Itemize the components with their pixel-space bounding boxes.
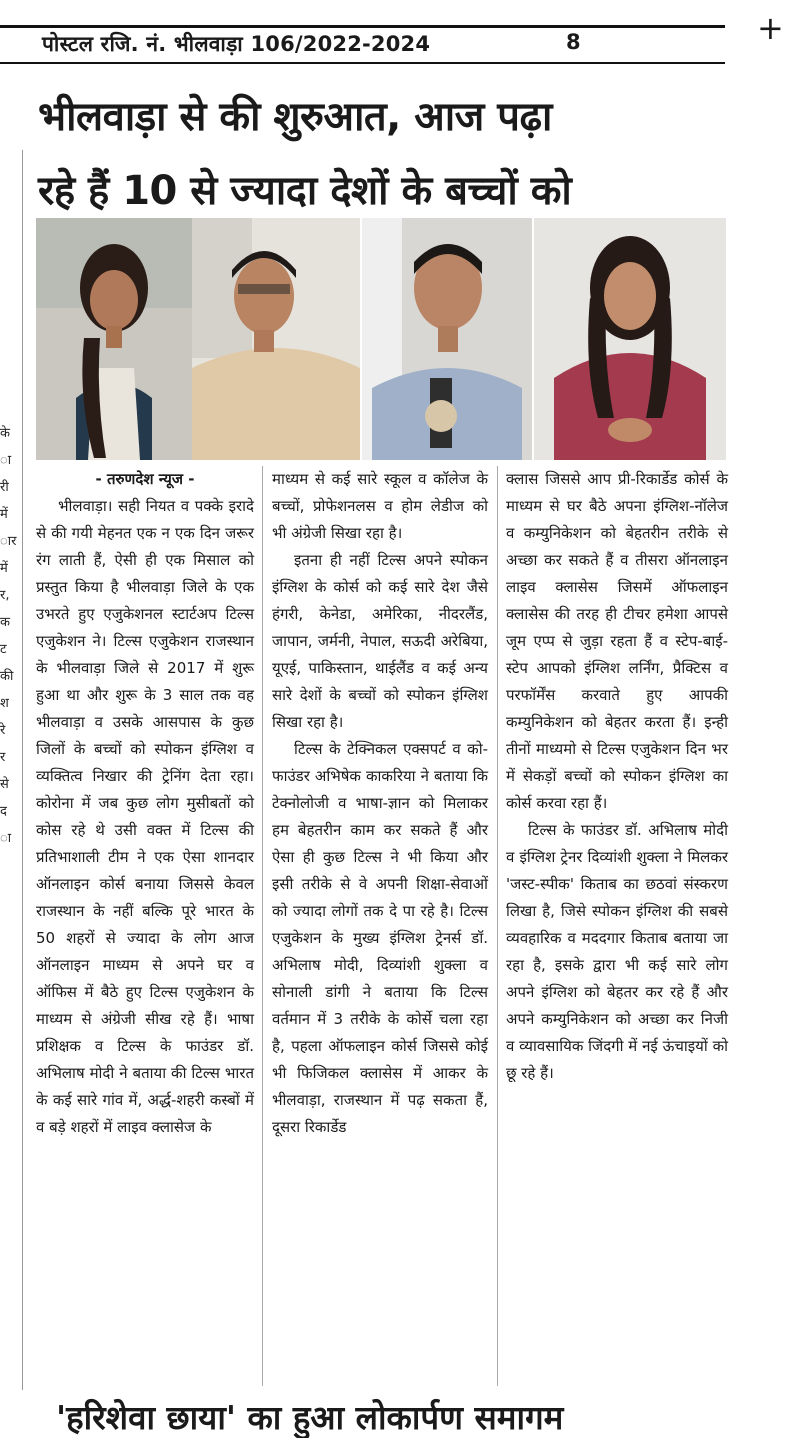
article-column-3 — [506, 466, 728, 1087]
edge-fragment: रे — [0, 723, 6, 738]
column-2-paragraph-3: टिल्स के टेक्निकल एक्सपर्ट व को-फाउंडर अभिषेक काकरिया ने बताया कि टेक्नोलोजी व भाषा-ज्ञान को मिलाकर हम बेहतरीन काम कर सकते हैं और ऐसा ही कुछ टिल्स ने भी किया और इसी तरीके से वे अपनी शिक्षा-सेवाओं को ज्यादा लोगों तक दे पा रहे है। टिल्स एजुकेशन के मुख्य इंग्लिश ट्रेनर्स डॉ. अभिलाष मोदी, दिव्यांशी शुक्ला व सोनाली डांगी ने बताया कि टिल्स वर्तमान में 3 तरीके के कोर्से चला रहा है, पहला ऑफलाइन कोर्स जिससे कोई भी फिजिकल क्लासेस में आकर के भीलवाड़ा, राजस्थान में पढ़ सकता हैं, दूसरा रिकार्डेड — [272, 740, 488, 1136]
headline — [38, 80, 738, 228]
edge-fragment: ा — [0, 831, 12, 846]
left-column-divider — [22, 150, 23, 1390]
edge-fragment: री — [0, 480, 9, 495]
edge-fragment: से — [0, 777, 9, 792]
edge-fragment: में — [0, 507, 8, 522]
header-rule-top — [0, 25, 725, 28]
edge-fragment: ट — [0, 642, 7, 657]
photo-man-smiling — [192, 218, 360, 460]
article-column-2 — [272, 466, 488, 1141]
column-2-paragraph-2: इतना ही नहीं टिल्स अपने स्पोकन इंग्लिश के कोर्स को कई सारे देश जैसे हंगरी, केनेडा, अमेरिका, नीदरलैंड, जापान, जर्मनी, नेपाल, सऊदी अरेबिया, यूएई, पाकिस्तान, थाईलैंड व कई अन्य सारे देशों के बच्चों को स्पोकन इंग्लिश सिखा रहा है। — [272, 551, 488, 731]
column-3-paragraph-1: क्लास जिससे आप प्री-रिकार्डेड कोर्स के माध्यम से घर बैठे अपना इंग्लिश-नॉलेज व कम्युनिकेशन को बेहतरीन तरीके से अच्छा कर सकते हैं व तीसरा ऑनलाइन लाइव क्लासेस जिसमें ऑफलाइन क्लासेस की तरह ही टीचर हमेशा आपसे जूम एप्प से जुड़ा रहता हैं व स्टेप-बाई-स्टेप आपको इंग्लिश लर्निंग, प्रैक्टिस व परफॉर्मेंस करवाते हुए आपकी कम्युनिकेशन को बेहतर करता हैं। इन्ही तीनों माध्यमो से टिल्स एजुकेशन दिन भर में सेकड़ों बच्चों को स्पोकन इंग्लिश का कोर्स करवा रहा हैं। — [506, 470, 728, 812]
edge-fragment: क — [0, 615, 10, 630]
plus-icon: + — [757, 9, 784, 47]
byline: - तरुणदेश न्यूज - — [95, 470, 195, 488]
column-2-paragraph-1: माध्यम से कई सारे स्कूल व कॉलेज के बच्चों, प्रोफेशनलस व होम लेडीज को भी अंग्रेजी सिखा रहा है। — [272, 470, 488, 542]
headline-line-1: भीलवाड़ा से की शुरुआत, आज पढ़ा — [38, 94, 552, 140]
photo-woman-right — [534, 218, 726, 460]
column-divider-2 — [497, 466, 498, 1386]
edge-fragment: श — [0, 696, 9, 711]
photo-woman-left — [36, 218, 192, 460]
cropped-adjacent-column — [0, 420, 18, 852]
edge-fragment: में — [0, 561, 8, 576]
edge-fragment: र, — [0, 588, 10, 603]
page-number: 8 — [566, 30, 581, 54]
headline-line-2: रहे हैं 10 से ज्यादा देशों के बच्चों को — [38, 168, 572, 214]
column-1-paragraph: भीलवाड़ा। सही नियत व पक्के इरादे से की गयी मेहनत एक न एक दिन जरूर रंग लाती हैं, ऐसी ही एक मिसाल को प्रस्तुत किया है भीलवाड़ा जिले के एक उभरते हुए एजुकेशनल स्टार्टअप टिल्स एजुकेशन ने। टिल्स एजुकेशन राजस्थान के भीलवाड़ा जिले से 2017 में शुरू हुआ था और शुरू के 3 साल तक वह भीलवाड़ा व उसके आसपास के कुछ जिलों के बच्चों को स्पोकन इंग्लिश व व्यक्तित्व निखार की ट्रेनिंग देता रहा। कोरोना में जब कुछ लोग मुसीबतों को कोस रहे थे उसी वक्त में टिल्स की प्रतिभाशाली टीम ने एक ऐसा शानदार ऑनलाइन कोर्स बनाया जिससे केवल राजस्थान के नहीं बल्कि पूरे भारत के 50 शहरों से ज्यादा के लोग आज ऑनलाइन माध्यम से अपने घर व ऑफिस में बैठे हुए टिल्स एजुकेशन के माध्यम से अंग्रेजी सीख रहे हैं। भाषा प्रशिक्षक व टिल्स के फाउंडर डॉ. अभिलाष मोदी ने बताया की टिल्स भारत के कई सारे गांव में, अर्द्ध-शहरी कस्बों में व बड़े शहरों में लाइव क्लासेज के — [36, 497, 254, 1136]
edge-fragment: ा — [0, 453, 12, 468]
edge-fragment: ार — [0, 534, 17, 549]
edge-fragment: द — [0, 804, 7, 819]
photo-man-microphone — [362, 218, 532, 460]
article-column-1 — [36, 466, 254, 1141]
edge-fragment: की — [0, 669, 14, 684]
next-article-headline: 'हरिशेवा छाया' का हुआ लोकार्पण समागम — [56, 1398, 564, 1437]
column-divider-1 — [262, 466, 263, 1386]
edge-fragment: र — [0, 750, 6, 765]
postal-registration: पोस्टल रजि. नं. भीलवाड़ा 106/2022-2024 — [42, 32, 431, 56]
column-3-paragraph-2: टिल्स के फाउंडर डॉ. अभिलाष मोदी व इंग्लिश ट्रेनर दिव्यांशी शुक्ला ने मिलकर 'जस्ट-स्पीक' किताब का छठवां संस्करण लिखा है, जिसे स्पोकन इंग्लिश की सबसे व्यवहारिक व मददगार किताब बताया जा रहा है, इसके द्वारा भी कई सारे लोग अपने इंग्लिश को बेहतर कर रहे हैं और अपने कम्युनिकेशन को अच्छा कर निजी व व्यावसायिक जिंदगी में नई ऊंचाइयों को छू रहे हैं। — [506, 821, 728, 1082]
edge-fragment: के — [0, 426, 10, 441]
header-rule-bottom — [0, 62, 725, 64]
